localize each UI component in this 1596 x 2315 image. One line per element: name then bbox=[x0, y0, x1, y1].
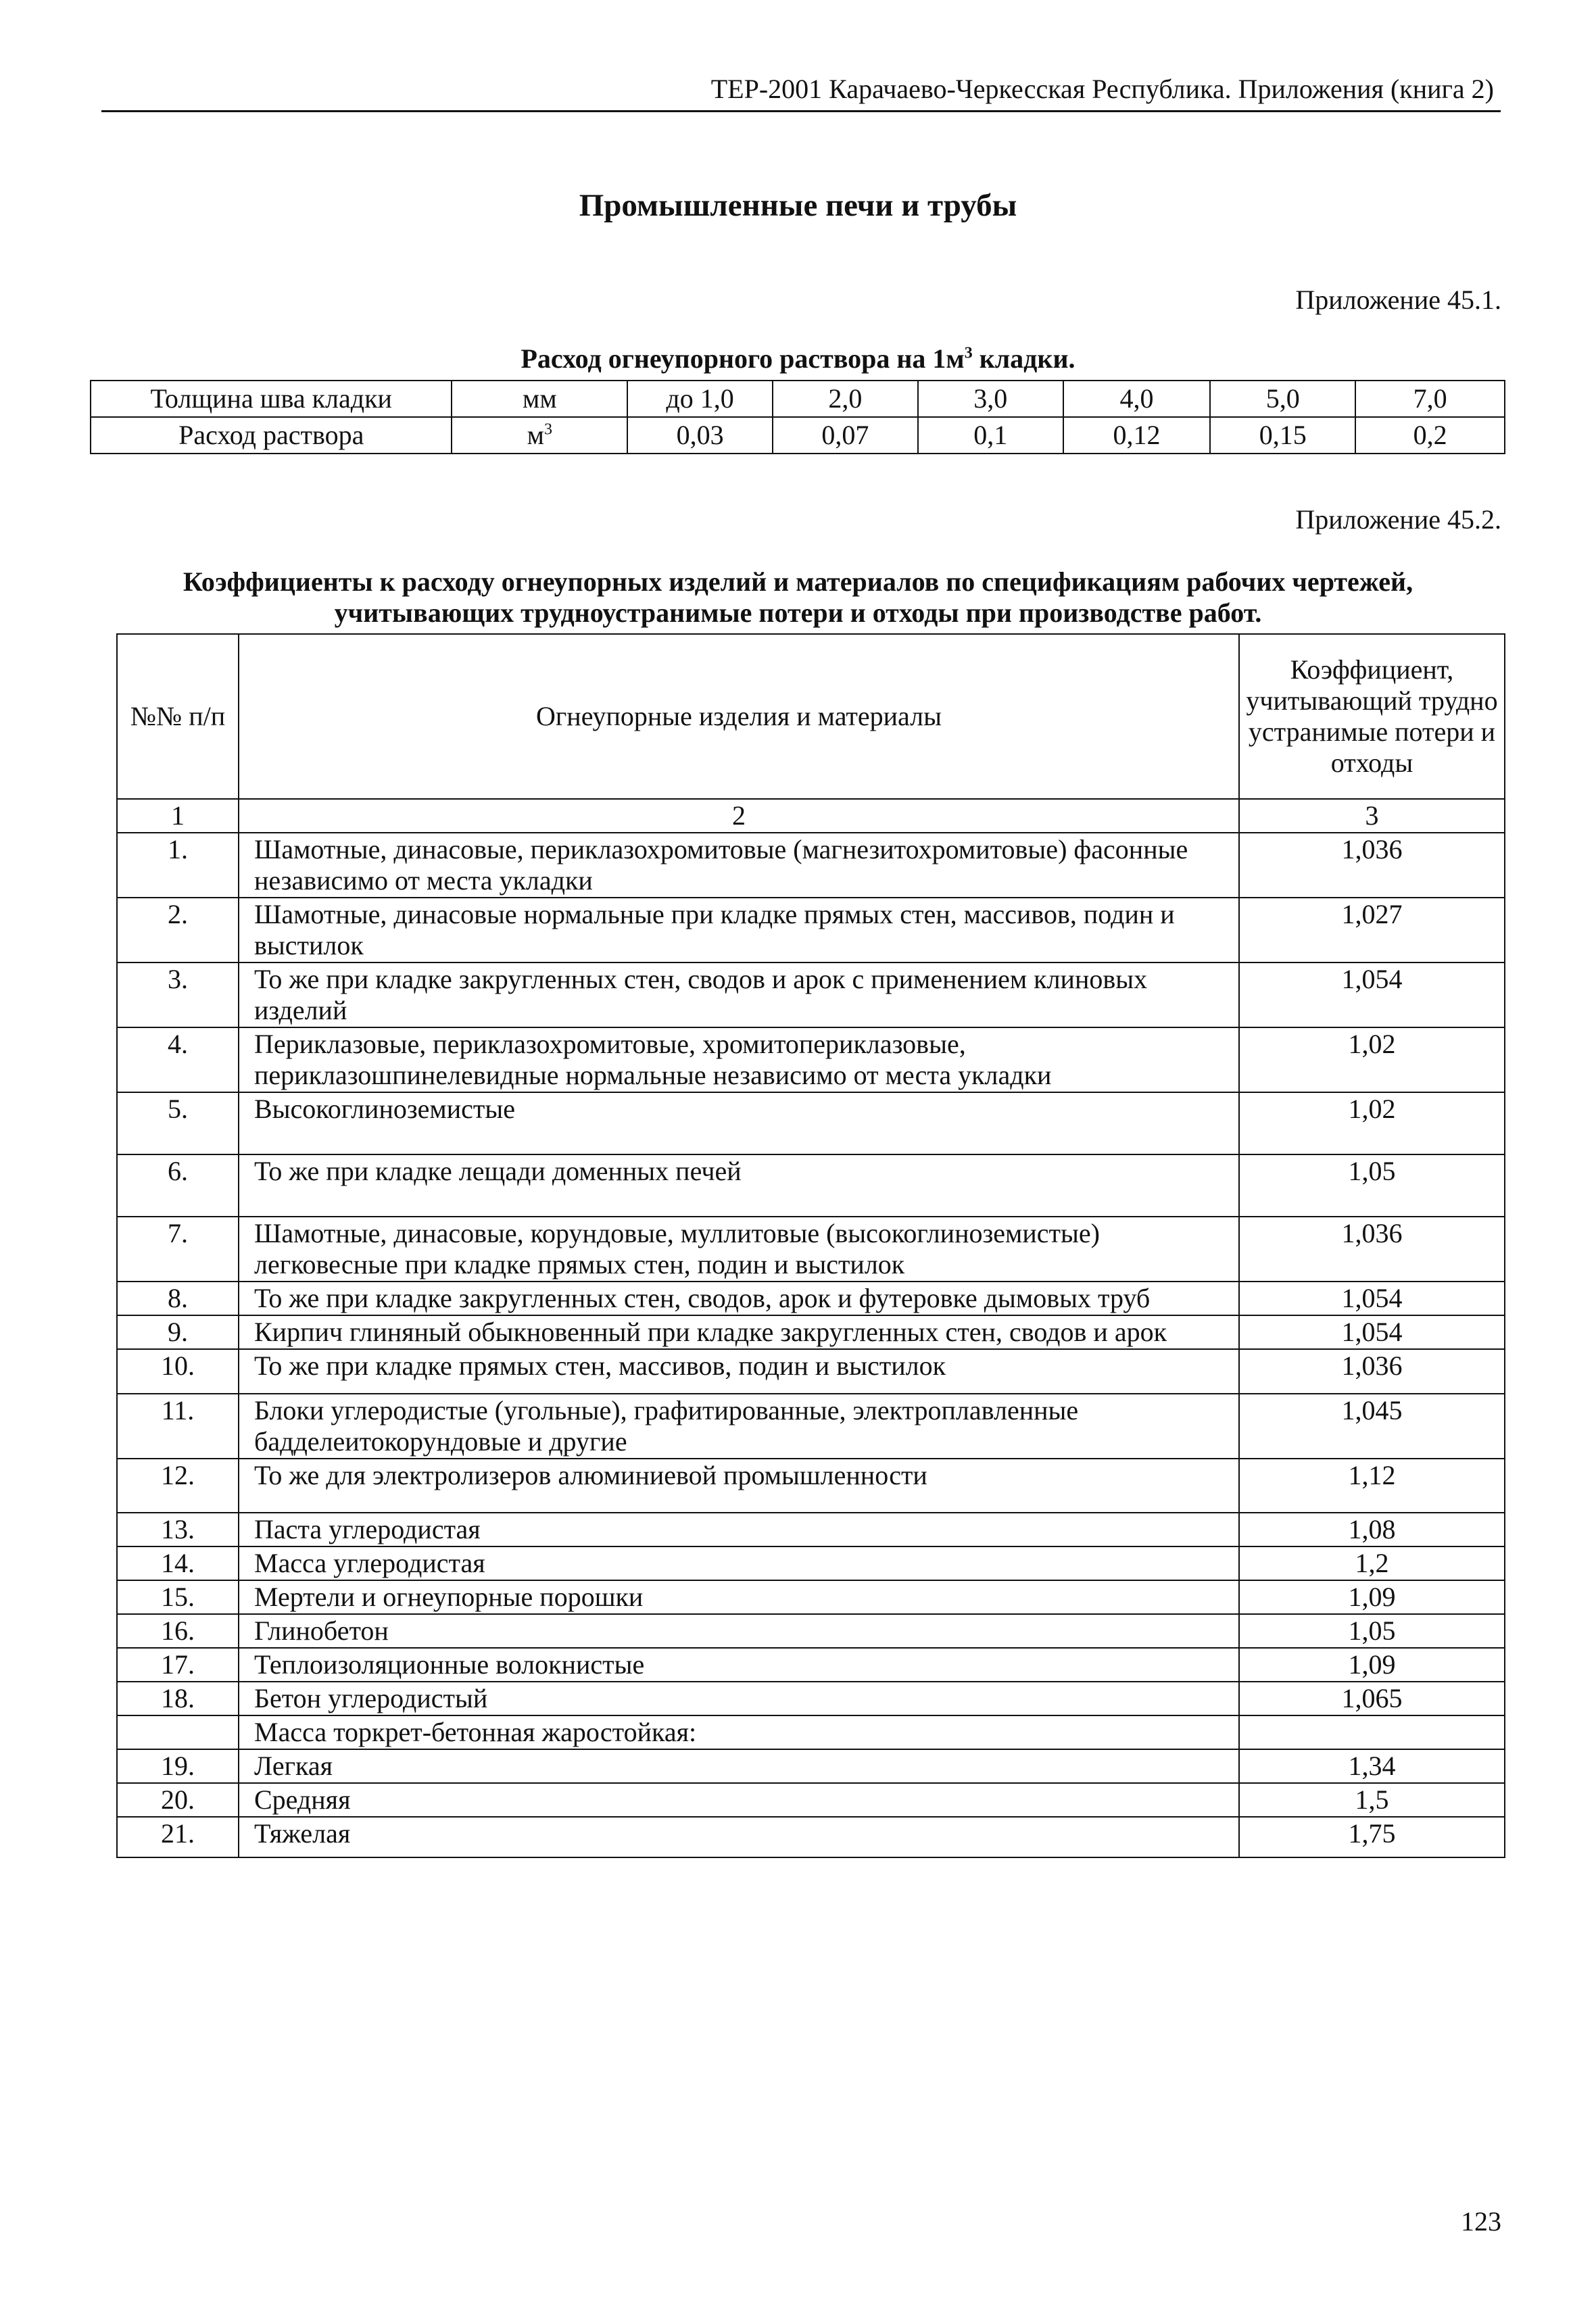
column-index-3: 3 bbox=[1239, 799, 1505, 833]
table-row bbox=[117, 1459, 1505, 1513]
row-number: 11. bbox=[117, 1394, 239, 1459]
coefficient-value: 1,036 bbox=[1239, 1349, 1505, 1394]
table-row bbox=[117, 1315, 1505, 1349]
table-row bbox=[117, 962, 1505, 1027]
value-cell: 0,07 bbox=[773, 417, 918, 454]
coefficient-value: 1,054 bbox=[1239, 1315, 1505, 1349]
page-title: Промышленные печи и трубы bbox=[579, 188, 1017, 223]
header-material: Огнеупорные изделия и материалы bbox=[239, 634, 1239, 799]
material-name: То же при кладке закругленных стен, сводов и арок с применением клиновых изделий bbox=[239, 962, 1239, 1027]
row-number: 13. bbox=[117, 1513, 239, 1546]
value-cell: 0,2 bbox=[1355, 417, 1505, 454]
row-number bbox=[117, 1715, 239, 1749]
table-row bbox=[117, 1648, 1505, 1682]
unit-cell bbox=[452, 381, 627, 417]
row-number: 6. bbox=[117, 1154, 239, 1217]
coefficient-value: 1,12 bbox=[1239, 1459, 1505, 1513]
material-name: Масса углеродистая bbox=[239, 1546, 1239, 1580]
table-row bbox=[117, 1154, 1505, 1217]
table-row bbox=[117, 1546, 1505, 1580]
material-name: То же при кладке закругленных стен, сводов, арок и футеровке дымовых труб bbox=[239, 1282, 1239, 1315]
mortar-caption-suffix: кладки. bbox=[972, 343, 1075, 374]
material-name: Масса торкрет-бетонная жаростойкая: bbox=[239, 1715, 1239, 1749]
value-cell: 4,0 bbox=[1063, 381, 1211, 417]
mortar-caption-superscript: 3 bbox=[964, 344, 973, 362]
row-number: 10. bbox=[117, 1349, 239, 1394]
header-coefficient: Коэффициент, учитывающий трудно устранимые потери и отходы bbox=[1239, 634, 1505, 799]
coefficient-value: 1,054 bbox=[1239, 962, 1505, 1027]
header-rule bbox=[101, 110, 1501, 112]
coefficient-value: 1,02 bbox=[1239, 1092, 1505, 1154]
material-name: Блоки углеродистые (угольные), графитированные, электроплавленные бадделеитокорундовые и другие bbox=[239, 1394, 1239, 1459]
material-name: Теплоизоляционные волокнистые bbox=[239, 1648, 1239, 1682]
coefficient-value: 1,036 bbox=[1239, 833, 1505, 898]
material-name: Шамотные, динасовые нормальные при кладке прямых стен, массивов, подин и выстилок bbox=[239, 898, 1239, 962]
value-cell: 2,0 bbox=[773, 381, 918, 417]
row-number: 16. bbox=[117, 1614, 239, 1648]
table-header-row bbox=[117, 634, 1505, 799]
value-cell: 0,12 bbox=[1063, 417, 1211, 454]
column-index-1: 1 bbox=[117, 799, 239, 833]
material-name: Высокоглиноземистые bbox=[239, 1092, 1239, 1154]
table-row bbox=[117, 1513, 1505, 1546]
material-name: Мертели и огнеупорные порошки bbox=[239, 1580, 1239, 1614]
value-cell: 0,1 bbox=[918, 417, 1063, 454]
table-row bbox=[117, 1394, 1505, 1459]
value-cell: 0,15 bbox=[1210, 417, 1355, 454]
row-number: 9. bbox=[117, 1315, 239, 1349]
row-number: 17. bbox=[117, 1648, 239, 1682]
row-number: 7. bbox=[117, 1217, 239, 1282]
coef-caption-line-2: учитывающих трудноустранимые потери и отходы при производстве работ. bbox=[334, 598, 1262, 628]
row-number: 21. bbox=[117, 1817, 239, 1857]
column-index-row bbox=[117, 799, 1505, 833]
material-name: Шамотные, динасовые, периклазохромитовые (магнезитохромитовые) фасонные независимо от места укладки bbox=[239, 833, 1239, 898]
appendix-45-2-label: Приложение 45.2. bbox=[1295, 504, 1501, 535]
coefficient-value: 1,054 bbox=[1239, 1282, 1505, 1315]
row-number: 14. bbox=[117, 1546, 239, 1580]
page-number: 123 bbox=[1461, 2206, 1501, 2237]
table-row bbox=[117, 1217, 1505, 1282]
table-row bbox=[91, 417, 1505, 454]
header-num: №№ п/п bbox=[117, 634, 239, 799]
table-row bbox=[117, 1817, 1505, 1857]
row-number: 8. bbox=[117, 1282, 239, 1315]
table-row bbox=[117, 898, 1505, 962]
table-row bbox=[91, 381, 1505, 417]
coefficient-value: 1,09 bbox=[1239, 1648, 1505, 1682]
coefficients-table-caption bbox=[0, 566, 1596, 629]
coefficient-value: 1,08 bbox=[1239, 1513, 1505, 1546]
coefficient-value: 1,75 bbox=[1239, 1817, 1505, 1857]
table-row bbox=[117, 1614, 1505, 1648]
coefficient-value: 1,065 bbox=[1239, 1682, 1505, 1715]
row-label: Расход раствора bbox=[91, 417, 452, 454]
material-name: Шамотные, динасовые, корундовые, муллитовые (высокоглиноземистые) легковесные при кладке прямых стен, подин и выстилок bbox=[239, 1217, 1239, 1282]
coefficient-value: 1,05 bbox=[1239, 1154, 1505, 1217]
row-number: 4. bbox=[117, 1027, 239, 1092]
mortar-table-caption bbox=[0, 343, 1596, 374]
mortar-consumption-table bbox=[90, 380, 1505, 454]
coefficient-value: 1,036 bbox=[1239, 1217, 1505, 1282]
table-row bbox=[117, 833, 1505, 898]
mortar-caption-text: Расход огнеупорного раствора на 1м bbox=[521, 343, 965, 374]
table-row bbox=[117, 1715, 1505, 1749]
coefficient-value: 1,5 bbox=[1239, 1783, 1505, 1817]
unit-cell bbox=[452, 417, 627, 454]
material-name: Глинобетон bbox=[239, 1614, 1239, 1648]
table-row bbox=[117, 1027, 1505, 1092]
table-row bbox=[117, 1580, 1505, 1614]
coefficient-value: 1,2 bbox=[1239, 1546, 1505, 1580]
material-name: Периклазовые, периклазохромитовые, хромитопериклазовые, периклазошпинелевидные нормальные независимо от места укладки bbox=[239, 1027, 1239, 1092]
row-number: 2. bbox=[117, 898, 239, 962]
row-number: 5. bbox=[117, 1092, 239, 1154]
material-name: То же при кладке прямых стен, массивов, подин и выстилок bbox=[239, 1349, 1239, 1394]
row-number: 18. bbox=[117, 1682, 239, 1715]
table-row bbox=[117, 1783, 1505, 1817]
appendix-45-1-label: Приложение 45.1. bbox=[1295, 285, 1501, 315]
table-row bbox=[117, 1092, 1505, 1154]
material-name: Паста углеродистая bbox=[239, 1513, 1239, 1546]
material-name: Легкая bbox=[239, 1749, 1239, 1783]
table-row bbox=[117, 1749, 1505, 1783]
value-cell: 5,0 bbox=[1210, 381, 1355, 417]
unit-text: м bbox=[527, 420, 544, 450]
material-name: Бетон углеродистый bbox=[239, 1682, 1239, 1715]
coefficient-value bbox=[1239, 1715, 1505, 1749]
value-cell: 0,03 bbox=[627, 417, 773, 454]
material-name: Тяжелая bbox=[239, 1817, 1239, 1857]
running-header: ТЕР-2001 Карачаево-Черкесская Республика. Приложения (книга 2) bbox=[710, 74, 1494, 104]
coefficient-value: 1,09 bbox=[1239, 1580, 1505, 1614]
row-number: 20. bbox=[117, 1783, 239, 1817]
material-name: Кирпич глиняный обыкновенный при кладке закругленных стен, сводов и арок bbox=[239, 1315, 1239, 1349]
material-name: Средняя bbox=[239, 1783, 1239, 1817]
value-cell: 3,0 bbox=[918, 381, 1063, 417]
row-number: 1. bbox=[117, 833, 239, 898]
coef-caption-line-1: Коэффициенты к расходу огнеупорных изделий и материалов по спецификациям рабочих чертежей, bbox=[183, 566, 1413, 597]
coefficient-value: 1,02 bbox=[1239, 1027, 1505, 1092]
table-row bbox=[117, 1682, 1505, 1715]
coefficient-value: 1,027 bbox=[1239, 898, 1505, 962]
row-number: 3. bbox=[117, 962, 239, 1027]
row-number: 15. bbox=[117, 1580, 239, 1614]
coefficient-value: 1,045 bbox=[1239, 1394, 1505, 1459]
value-cell: до 1,0 bbox=[627, 381, 773, 417]
row-number: 12. bbox=[117, 1459, 239, 1513]
coefficient-value: 1,34 bbox=[1239, 1749, 1505, 1783]
table-row bbox=[117, 1282, 1505, 1315]
table-row bbox=[117, 1349, 1505, 1394]
material-name: То же при кладке лещади доменных печей bbox=[239, 1154, 1239, 1217]
coefficient-value: 1,05 bbox=[1239, 1614, 1505, 1648]
value-cell: 7,0 bbox=[1355, 381, 1505, 417]
unit-text: мм bbox=[523, 383, 557, 414]
coefficients-table bbox=[116, 633, 1505, 1858]
material-name: То же для электролизеров алюминиевой промышленности bbox=[239, 1459, 1239, 1513]
unit-superscript: 3 bbox=[543, 420, 552, 439]
row-number: 19. bbox=[117, 1749, 239, 1783]
row-label: Толщина шва кладки bbox=[91, 381, 452, 417]
column-index-2: 2 bbox=[239, 799, 1239, 833]
